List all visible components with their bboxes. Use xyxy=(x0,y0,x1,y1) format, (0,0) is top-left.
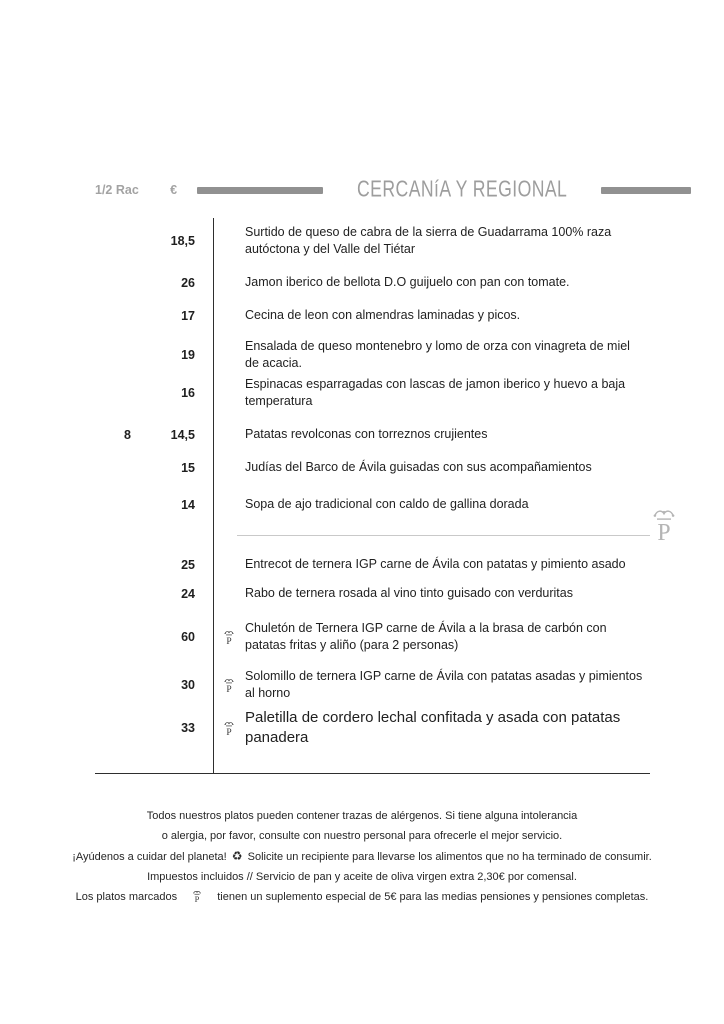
crown-p-supplement-icon xyxy=(223,677,235,693)
crown-p-supplement-icon xyxy=(223,720,235,736)
menu-item-row xyxy=(95,459,650,476)
menu-item-row xyxy=(95,620,650,654)
crown-p-supplement-icon xyxy=(192,889,202,910)
planet-note-post: Solicite un recipiente para llevarse los alimentos que no ha terminado de consumir. xyxy=(247,851,652,863)
menu-item-row xyxy=(95,585,650,602)
menu-item-row xyxy=(95,556,650,573)
item-price: 25 xyxy=(181,557,195,572)
item-price: 14,5 xyxy=(170,427,195,442)
supplement-note xyxy=(40,887,684,910)
menu-item-row xyxy=(95,274,650,291)
dish-description: Solomillo de ternera IGP carne de Ávila con patatas asadas y pimientos al horno xyxy=(245,669,643,700)
allergen-note-line2: o alergia, por favor, consulte con nuestro personal para ofrecerle el mejor servicio. xyxy=(161,830,563,842)
table-bottom-rule xyxy=(95,773,650,774)
item-price: 18,5 xyxy=(170,234,195,248)
item-price: 26 xyxy=(181,275,195,290)
item-price: 14 xyxy=(181,497,195,512)
recycle-icon: ♻ xyxy=(231,849,243,863)
planet-note xyxy=(40,846,684,867)
svg-text:P: P xyxy=(657,520,671,543)
menu-item-row xyxy=(95,708,650,774)
dish-description: Cecina de leon con almendras laminadas y picos. xyxy=(245,308,521,322)
svg-text:P: P xyxy=(194,893,200,903)
dish-description: Surtido de queso de cabra de la sierra de Guadarrama 100% raza autóctona y del Valle del Tiétar xyxy=(245,225,612,256)
footer-notes xyxy=(40,806,684,910)
item-price: 60 xyxy=(181,630,195,644)
item-price: 24 xyxy=(181,586,195,601)
dish-description: Jamon iberico de bellota D.O guijuelo con pan con tomate. xyxy=(245,275,570,289)
menu-item-row xyxy=(95,307,650,324)
crown-p-supplement-icon xyxy=(223,629,235,645)
dish-description: Sopa de ajo tradicional con caldo de gallina dorada xyxy=(245,497,529,511)
dish-description: Paletilla de cordero lechal confitada y asada con patatas panadera xyxy=(245,709,621,746)
dish-description: Espinacas esparragadas con lascas de jamon iberico y huevo a baja temperatura xyxy=(245,377,626,408)
header-bar-left xyxy=(197,187,323,194)
dish-description: Chuletón de Ternera IGP carne de Ávila a la brasa de carbón con patatas fritas y aliño (para 2 personas) xyxy=(245,621,607,652)
svg-text:P: P xyxy=(226,727,232,736)
item-price: 19 xyxy=(181,348,195,362)
allergen-note-line1: Todos nuestros platos pueden contener trazas de alérgenos. Si tiene alguna intolerancia xyxy=(146,810,578,822)
menu-item-row xyxy=(95,376,650,410)
menu-item-row xyxy=(95,338,650,372)
supplement-mark-slot xyxy=(213,677,245,693)
item-price: 16 xyxy=(181,386,195,400)
menu-header xyxy=(95,178,691,202)
menu-item-row xyxy=(95,668,650,702)
supplement-note-pre: Los platos marcados xyxy=(75,891,178,903)
parador-crown-p-logo xyxy=(650,505,678,548)
dish-description: Rabo de ternera rosada al vino tinto guisado con verduritas xyxy=(245,586,573,600)
dish-description: Ensalada de queso montenebro y lomo de orza con vinagreta de miel de acacia. xyxy=(245,339,630,370)
item-price: 33 xyxy=(181,721,195,735)
menu-table xyxy=(95,218,650,774)
euro-column-label: € xyxy=(170,183,178,197)
svg-text:P: P xyxy=(226,684,232,693)
half-ration-column-label: 1/2 Rac xyxy=(95,183,139,197)
half-ration-price: 8 xyxy=(124,427,131,442)
svg-text:P: P xyxy=(226,636,232,645)
item-price: 30 xyxy=(181,678,195,692)
supplement-mark-slot xyxy=(213,629,245,645)
item-price: 15 xyxy=(181,460,195,475)
section-title: CERCANíA Y REGIONAL xyxy=(356,176,567,203)
dish-description: Judías del Barco de Ávila guisadas con sus acompañamientos xyxy=(245,460,592,474)
dish-description: Entrecot de ternera IGP carne de Ávila con patatas y pimiento asado xyxy=(245,557,626,571)
header-bar-right xyxy=(601,187,691,194)
item-price: 17 xyxy=(181,308,195,323)
supplement-mark-slot xyxy=(213,720,245,736)
supplement-note-post: tienen un suplemento especial de 5€ para las medias pensiones y pensiones completas. xyxy=(217,891,649,903)
taxes-note: Impuestos incluidos // Servicio de pan y aceite de oliva virgen extra 2,30€ por comensal. xyxy=(147,871,577,883)
menu-item-row xyxy=(95,496,650,513)
menu-item-row xyxy=(95,224,650,258)
menu-item-row xyxy=(95,426,650,443)
section-separator-line xyxy=(237,535,650,536)
dish-description: Patatas revolconas con torreznos crujientes xyxy=(245,427,488,441)
planet-note-pre: ¡Ayúdenos a cuidar del planeta! xyxy=(72,851,227,863)
